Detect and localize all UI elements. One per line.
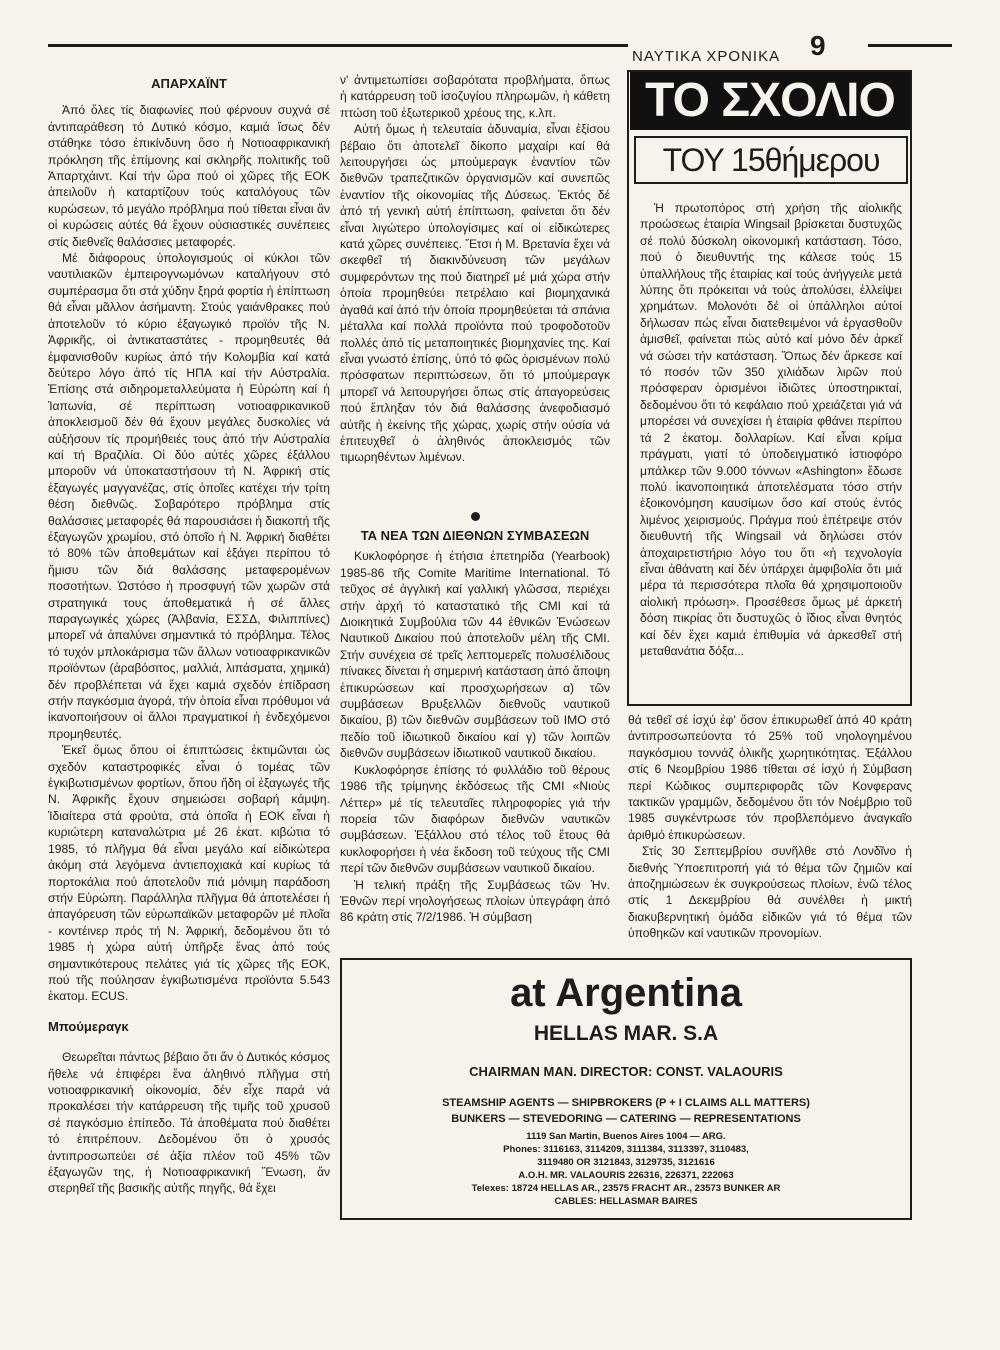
- paragraph: Θεωρεῖται πάντως βέβαιο ὅτι ἄν ὁ Δυτικός κόσμος ἤθελε νά ἐπιφέρει ἕνα ἀληθινό πλῆγμα στή νοτιοαφρικανική οἰκονομία, δέν εἶχε παρά νά προκαλέσει τήν κατάρρευση τῆς τιμῆς τοῦ χρυσοῦ σέ παγκόσμιο ἐπίπεδο. Τά ἀποθέματα πού διαθέτει τό ἐπιτρέπουν. Δεδομένου ὅτι ὁ χρυσός ἀντιπροσωπεύει σέ ἀξία πλέον τοῦ 45% τῶν ἐξαγωγῶν της, ἡ Νοτιοαφρικανική Ἕνωση, ἄν στερηθεῖ τῆς βασικῆς αὐτῆς πηγῆς, θά ἔχει: [48, 1050, 330, 1196]
- ad-services-2: BUNKERS — STEVEDORING — CATERING — REPRESENTATIONS: [451, 1113, 801, 1125]
- paragraph: Ἀπό ὅλες τίς διαφωνίες πού φέρνουν συχνά σέ ἀντιπαράθεση τό Δυτικό κόσμο, καμιά ἴσως δέν στάθηκε τόσο ἐπικίνδυνη ὅσο ἡ Νοτιοαφρικανική πρόκληση τῆς ἐπίμονης καί σκληρῆς πολιτικῆς τοῦ Ἀπαρτχάιντ. Καί τήν ὥρα πού οἱ χῶρες τῆς ΕΟΚ ἀπειλοῦν ἡ καταρτίζουν τούς καταλόγους τῶν κυρώσεων, τό μεγάλο πρόβλημα πού τίθεται εἶναι ἄν οἱ κυρώσεις αὐτές θά ἔχουν οὐσιαστικές συνέπειες στίς διεθνεῖς θαλάσσιες μεταφορές.: [48, 103, 330, 249]
- comment-subtitle: ΤΟΥ 15θήμερου: [634, 136, 908, 184]
- paragraph: θά τεθεῖ σέ ἰσχύ ἐφ' ὅσον ἐπικυρωθεῖ ἀπό 40 κράτη ἀντιπροσωπεύοντα τό 25% τοῦ νηολογημένου παγκόσμιου τοννάζ ὁλικῆς χωρητικότητας. Ἐξάλλου στίς 6 Νεομβρίου 1986 τίθεται σέ ἰσχύ ἡ Σύμβαση περί Κώδικος συμπεριφορᾶς τῶν Κονφερανς τακτικῶν γραμμῶν, δεδομένου ὅτι τόν Νοέμβριο τοῦ 1985 συγκέντρωσε τόν προβλεπόμενο ἀναγκαῖο ἀριθμό ἐπικυρώσεων.: [628, 713, 912, 842]
- paragraph: Αὐτή ὅμως ἡ τελευταία ἀδυναμία, εἶναι ἐξίσου βέβαιο ὅτι ἀποτελεῖ δίκοπο μαχαίρι καί θά λειτουργήσει ὡς μπούμεραγκ ἐναντίον τῶν διεθνῶν τραπεζιτικῶν ὀργανισμῶν καί συνεπῶς ἐναντίον τῆς οἰκονομίας τῆς Δύσεως. Ἐκτός δέ ἀπό τή γενική αὐτή ἐπίπτωση, φαίνεται ὅτι δέν εἶναι λιγώτερο ὑπολογίσιμες καί οἱ εἰδικώτερες κατά χῶρες συνέπειες. Ἔτσι ἡ Μ. Βρετανία ἔχει νά σκεφθεῖ τή διακινδύνευση τῶν μεγάλων συμφερόντων της πού διατηρεῖ μέ μιά χώρα στήν ὁποία προμηθεύει πετρέλαιο καί βιομηχανικά ἀγαθά καί ἀπό τήν ὁποία προμηθεύεται τά σπάνια μέταλλα καί πολλά προϊόντα πού τροφοδοτοῦν πολλές ἀπό τίς μεταποιητικές βιομηχανίες της. Καί εἶναι γνωστό ἐπίσης, ὑπό τό φῶς ὁρισμένων πολύ πρόσφατων περιπτώσεων, ὅτι τό μπούμεραγκ μπορεῖ νά λειτουργήσει ὅπως στίς ἀπαγορεύσεις πού ἔπληξαν τόν διά θαλάσσης ἀνεφοδιασμό αὐτῆς ἡ ἐκείνης τῆς χώρας, χωρίς στήν οὐσία νά ἐπιτευχθεῖ ὁ ἀληθινός ἀποκλεισμός τῶν τιμωρηθέντων λιμένων.: [340, 122, 610, 465]
- paragraph: Μέ διάφορους ὑπολογισμούς οἱ κύκλοι τῶν ναυτιλιακῶν ἐμπειρογνωμόνων καταλήγουν στό συμπέρασμα ὅτι στά χύδην ξηρά φορτία ἡ ἐπίπτωση θά εἶναι μᾶλλον ἀσήμαντη. Στούς γαιάνθρακες πού ἀποτελοῦν τό κύριο ἐξαγωγικό προϊόν τῆς Ν. Ἀφρικῆς, οἱ ἀντικαταστάτες - προμηθευτές θά ἐμφανισθοῦν κυρίως ἀπό τήν Κολομβία καί κατά δεύτερο λόγο ἀπό τίς ΗΠΑ καί τήν Αὐστραλία. Ἐπίσης στά σιδηρομεταλλεύματα ἡ Εὐρώπη καί ἡ Ἰαπωνία, σέ περίπτωση νοτιοαφρικανικοῦ ἀποκλεισμοῦ δέν θά ἔχουν μεγάλες δυσκολίες νά αὐξήσουν τίς προμήθειές τους ἀπό τήν Αὐστραλία καί τή Βραζιλία. Οἱ δύο αὐτές χῶρες ἐξάλλου μποροῦν νά ὑποκαταστήσουν τή Ν. Ἀφρική στίς ἐξαγωγές μαγγανέζας, στίς ὁποῖες κατέχει τήν τρίτη θέση διεθνῶς. Σοβαρότερο πρόβλημα στίς θαλάσσιες μεταφορές θά παρουσιάσει ἡ διακοπή τῆς ἐξαγωγῶν χρωμίου, στό ὁποῖο ἡ Ν. Ἀφρική διαθέτει τό 80% τῶν ἀποθεμάτων καί ἐξάγει περίπου τό ἥμισυ τῶν διά θαλάσσης μεταφερομένων ποσοτήτων. Ὡστόσο ἡ προσφυγή τῶν χωρῶν στά στρατηγικά τους ἀποθεματικά ἡ σέ ἄλλες παραγωγικές χώρες (Ἀλβανία, ΕΣΣΔ, Φιλιππίνες) μπορεῖ νά ἀπαλύνει σημαντικά τό πρόβλημα. Τέλος τό τυχόν μπλοκάρισμα τῶν ἄλλων νοτιοαφρικανικῶν προϊόντων (ἀραβόσιτος, μαλλιά, λιπάσματα, χημικά) δέν προβλέπεται νά ἔχει καμιά σχεδόν ἐπίδραση στήν παγκόσμια ἀγορά, τήν ὁποία εἶναι πρόθυμοι νά ἱκανοποιήσουν οἱ ἄλλοι πραγματικοί ἡ ἐνδεχόμενοι προμηθευτές.: [48, 251, 330, 741]
- paragraph: Ἡ τελική πράξη τῆς Συμβάσεως τῶν Ἡν. Ἐθνῶν περί νηολογήσεως πλοίων ὑπεγράφη ἀπό 86 κράτη στίς 7/2/1986. Ἡ σύμβαση: [340, 877, 610, 925]
- paragraph: Ἐκεῖ ὅμως ὅπου οἱ ἐπιπτώσεις ἐκτιμῶνται ὡς σχεδόν καταστροφικές εἶναι ὁ τομέας τῶν ἐγκιβωτισμένων φορτίων, ὅπου ἤδη οἱ ἐξαγωγές τῆς Ν. Ἀφρικῆς ἔχουν σημειώσει σοβαρή κάμψη. Ἰδιαίτερα στά φρούτα, στά ὁποῖα ἡ ΕΟΚ εἶναι ἡ κυριώτερη καταναλώτρια μέ 26 ἑκατ. κιβώτια τό 1985, τό πλῆγμα θά εἶναι μεγάλο καί εἰδικώτερα ἀκόμη στά λεγόμενα ἀντιεποχιακά καί κυρίως τά πορτοκάλια πού ἀποτελοῦν πιά μόνιμη παράδοση στήν Εὐρώπη. Παράλληλα πλῆγμα θά ἀποτελέσει ἡ ἀπαγόρευση τῶν εὐρωπαϊκῶν μεταφορῶν μέ πλοῖα - κοντέινερ πρός τή Ν. Ἀφρική, δεδομένου ὅτι τό 1985 ἡ χώρα αὐτή ὑπῆρξε ἕνας ἀπό τούς σημαντικότερους πελάτες γιά τίς χῶρες τῆς ΕΟΚ, πού τῆς πούλησαν ἐγκιβωτισμένα προϊόντα 5.543 ἑκατομ. ECUS.: [48, 743, 330, 1004]
- page-number: 9: [810, 30, 826, 61]
- ad-cables: CABLES: HELLASMAR BAIRES: [554, 1196, 698, 1207]
- ad-address: 1119 San Martin, Buenos Aires 1004 — ARG.: [526, 1131, 726, 1142]
- paragraph: Ἡ πρωτοπόρος στή χρήση τῆς αἰολικῆς προώσεως ἑταιρία Wingsail βρίσκεται δυστυχῶς σέ πολύ δύσκολη οἰκονομική κατάσταση. Τόσο, πού ὁ διευθυντής της κάλεσε τούς 15 ὑπαλλήλους τῆς ἑταιρίας καί τούς ἀνήγγειλε μετά λύπης ὅτι πρόκειται νά τούς ἀπολύσει, ἐλλείψει χρημάτων. Μολονότι δέ οἱ ὑπάλληλοι αὐτοί δήλωσαν πώς εἶναι διατεθειμένοι νά ἐργασθοῦν ἀμισθεῖ, φαίνεται πώς αὐτό καί μόνο δέν ἀρκεῖ νά σώσει τήν κατάσταση. Ὅπως δέν ἄρκεσε καί τό ποσόν τῶν 350 χιλιάδων λιρῶν πού πρόσφεραν ὁρισμένοι ἰδιῶτες ὑποστηρικταί, δεδομένου ὅτι τό κεφάλαιο πού χρειάζεται γιά νά μπορέσει νά συνεχίσει ἡ ἑταιρία φθάνει περίπου τά 2 ἑκατομ. δολλαρίων. Καί εἶναι κρίμα πράγματι, γιατί τό ὑποδειγματικό ἱστιοφόρο μπάλκερ τῶν 9.000 τόννων «Ashington» ἔδωσε πολύ ἱκανοποιητικά ἀποτελέσματα τόσο στήν ἐξοικονόμηση καυσίμων ὅσο καί στούς ἐντός λιμένος χειρισμούς. Πράγμα πού ἐπέτρεψε στόν διευθυντή τῆς Wingsail νά δηλώσει στόν ἀποχαιρετιστήριο λόγο του ὅτι «ἡ τεχνολογία εἶναι ἀθάνατη καί δέν ὑπάρχει ἀμφιβολία ὅτι μιά μέρα τά περισσότερα πλοῖα θά χρησιμοποιοῦν αἰολική πρόωση». Προσέθεσε ὅμως μέ ἀρκετή δόση πικρίας ὅτι δυστυχῶς ὁ ἴδιος εἶναι θνητός καί δέν ἔχει καμιά ἐπιθυμία νά ἀρκεσθεῖ στή μεταθανάτια δόξα...: [640, 201, 902, 658]
- advertisement-hellas-mar: [340, 958, 912, 1220]
- ad-chairman: CHAIRMAN MAN. DIRECTOR: CONST. VALAOURIS: [469, 1064, 783, 1079]
- subheading-boomerang: Μπούμεραγκ: [48, 1018, 129, 1034]
- paragraph: ν' ἀντιμετωπίσει σοβαρότατα προβλήματα, ὅπως ἡ κατάρρευση τοῦ ἰσοζυγίου πληρωμῶν, ἡ κάθετη πτώση τοῦ ἐξωτερικοῦ χρέους της, κ.λπ.: [340, 73, 610, 120]
- column-2-treaties: [340, 528, 610, 926]
- paragraph: Στίς 30 Σεπτεμβρίου συνῆλθε στό Λονδῖνο ἡ διεθνής Ὑποεπιτροπή γιά τό θέμα τῶν ζημιῶν καί ἀποζημιώσεων ἐκ συγκρούσεως πλοίων, ἐνῶ τέλος στίς 1 Δεκεμβρίου θά συνέλθει ἡ μικτή διακυβερνητική ὁμάδα εἰδικῶν γιά τό θέμα τῶν ὑποθηκῶν καί ναυτικῶν προνομίων.: [628, 844, 912, 941]
- ad-phones-1: Phones: 3116163, 3114209, 3111384, 3113397, 3110483,: [503, 1144, 749, 1155]
- ad-telexes: Telexes: 18724 HELLAS AR., 23575 FRACHT AR., 23573 BUNKER AR: [471, 1183, 781, 1194]
- column-1: [48, 76, 330, 1197]
- section-divider-dot: [471, 512, 480, 521]
- ad-title: at Argentina: [510, 971, 742, 1015]
- paragraph: Κυκλοφόρησε ἡ ἐτήσια ἐπετηρίδα (Yearbook) 1985-86 τῆς Comite Maritime International. Τό τεῦχος σέ ἀγγλική καί γαλλική γλῶσσα, περιέχει στήν ἀρχή τό καταστατικό τῆς CMI καί τά Διοικητικά Συμβούλια τῶν 44 ἐθνικῶν Ἑνώσεων Ναυτικοῦ Δικαίου πού ἀποτελοῦν μέλη τῆς CMI. Στήν συνέχεια σέ τρεῖς λεπτομερεῖς πολυσέλιδους πίνακες δίνεται ἡ σημερινή κατάσταση ἀπό ἄποψη ἐπικυρώσεων καί προσχωρήσεων α) τῶν συμβάσεων Βρυξελλῶν διεθνοῦς ναυτικοῦ δικαίου, β) τῶν διεθνῶν συμβάσεων τοῦ IMO στό πεδίο τοῦ ἰδιωτικοῦ δικαίου καί γ) τῶν λοιπῶν διεθνῶν συμβάσεων ἰδιωτικοῦ ναυτικοῦ δικαίου.: [340, 549, 610, 761]
- comment-title: ΤΟ ΣΧΟΛΙΟ: [630, 72, 910, 130]
- ad-services-1: STEAMSHIP AGENTS — SHIPBROKERS (P + I CLAIMS ALL MATTERS): [442, 1097, 810, 1109]
- ad-phones-3: A.O.H. MR. VALAOURIS 226316, 226371, 222063: [518, 1170, 734, 1181]
- magazine-name: ΝΑΥΤΙΚΑ ΧΡΟΝΙΚΑ: [632, 48, 781, 65]
- column-2: [340, 72, 610, 466]
- ad-company: HELLAS MAR. S.A: [533, 1022, 719, 1045]
- ad-phones-2: 3119480 OR 3121843, 3129735, 3121616: [537, 1157, 715, 1168]
- comment-body: [640, 200, 902, 659]
- header-rule-left: [48, 44, 628, 47]
- header-rule-right: [868, 44, 952, 47]
- paragraph: Κυκλοφόρησε ἐπίσης τό φυλλάδιο τοῦ θέρους 1986 τῆς τρίμηνης ἐκδόσεως τῆς CMI «Νιοὺς Λέττερ» μέ τίς τελευταῖες πληροφορίες γιά τήν πορεία τῶν διαφόρων διεθνῶν ναυτικῶν συμβάσεων. Ἐξάλλου στό τέλος τοῦ ἔτους θά κυκλοφορήσει ἡ νέα ἔκδοση τοῦ τεύχους τῆς CMI περί τῶν διεθνῶν συμβάσεων ναυτικοῦ δικαίου.: [340, 762, 610, 876]
- column-3-continued: [628, 712, 912, 942]
- article-heading-treaties: ΤΑ ΝΕΑ ΤΩΝ ΔΙΕΘΝΩΝ ΣΥΜΒΑΣΕΩΝ: [360, 528, 590, 543]
- article-heading-apartheid: ΑΠΑΡΧΑΪΝΤ: [151, 76, 227, 91]
